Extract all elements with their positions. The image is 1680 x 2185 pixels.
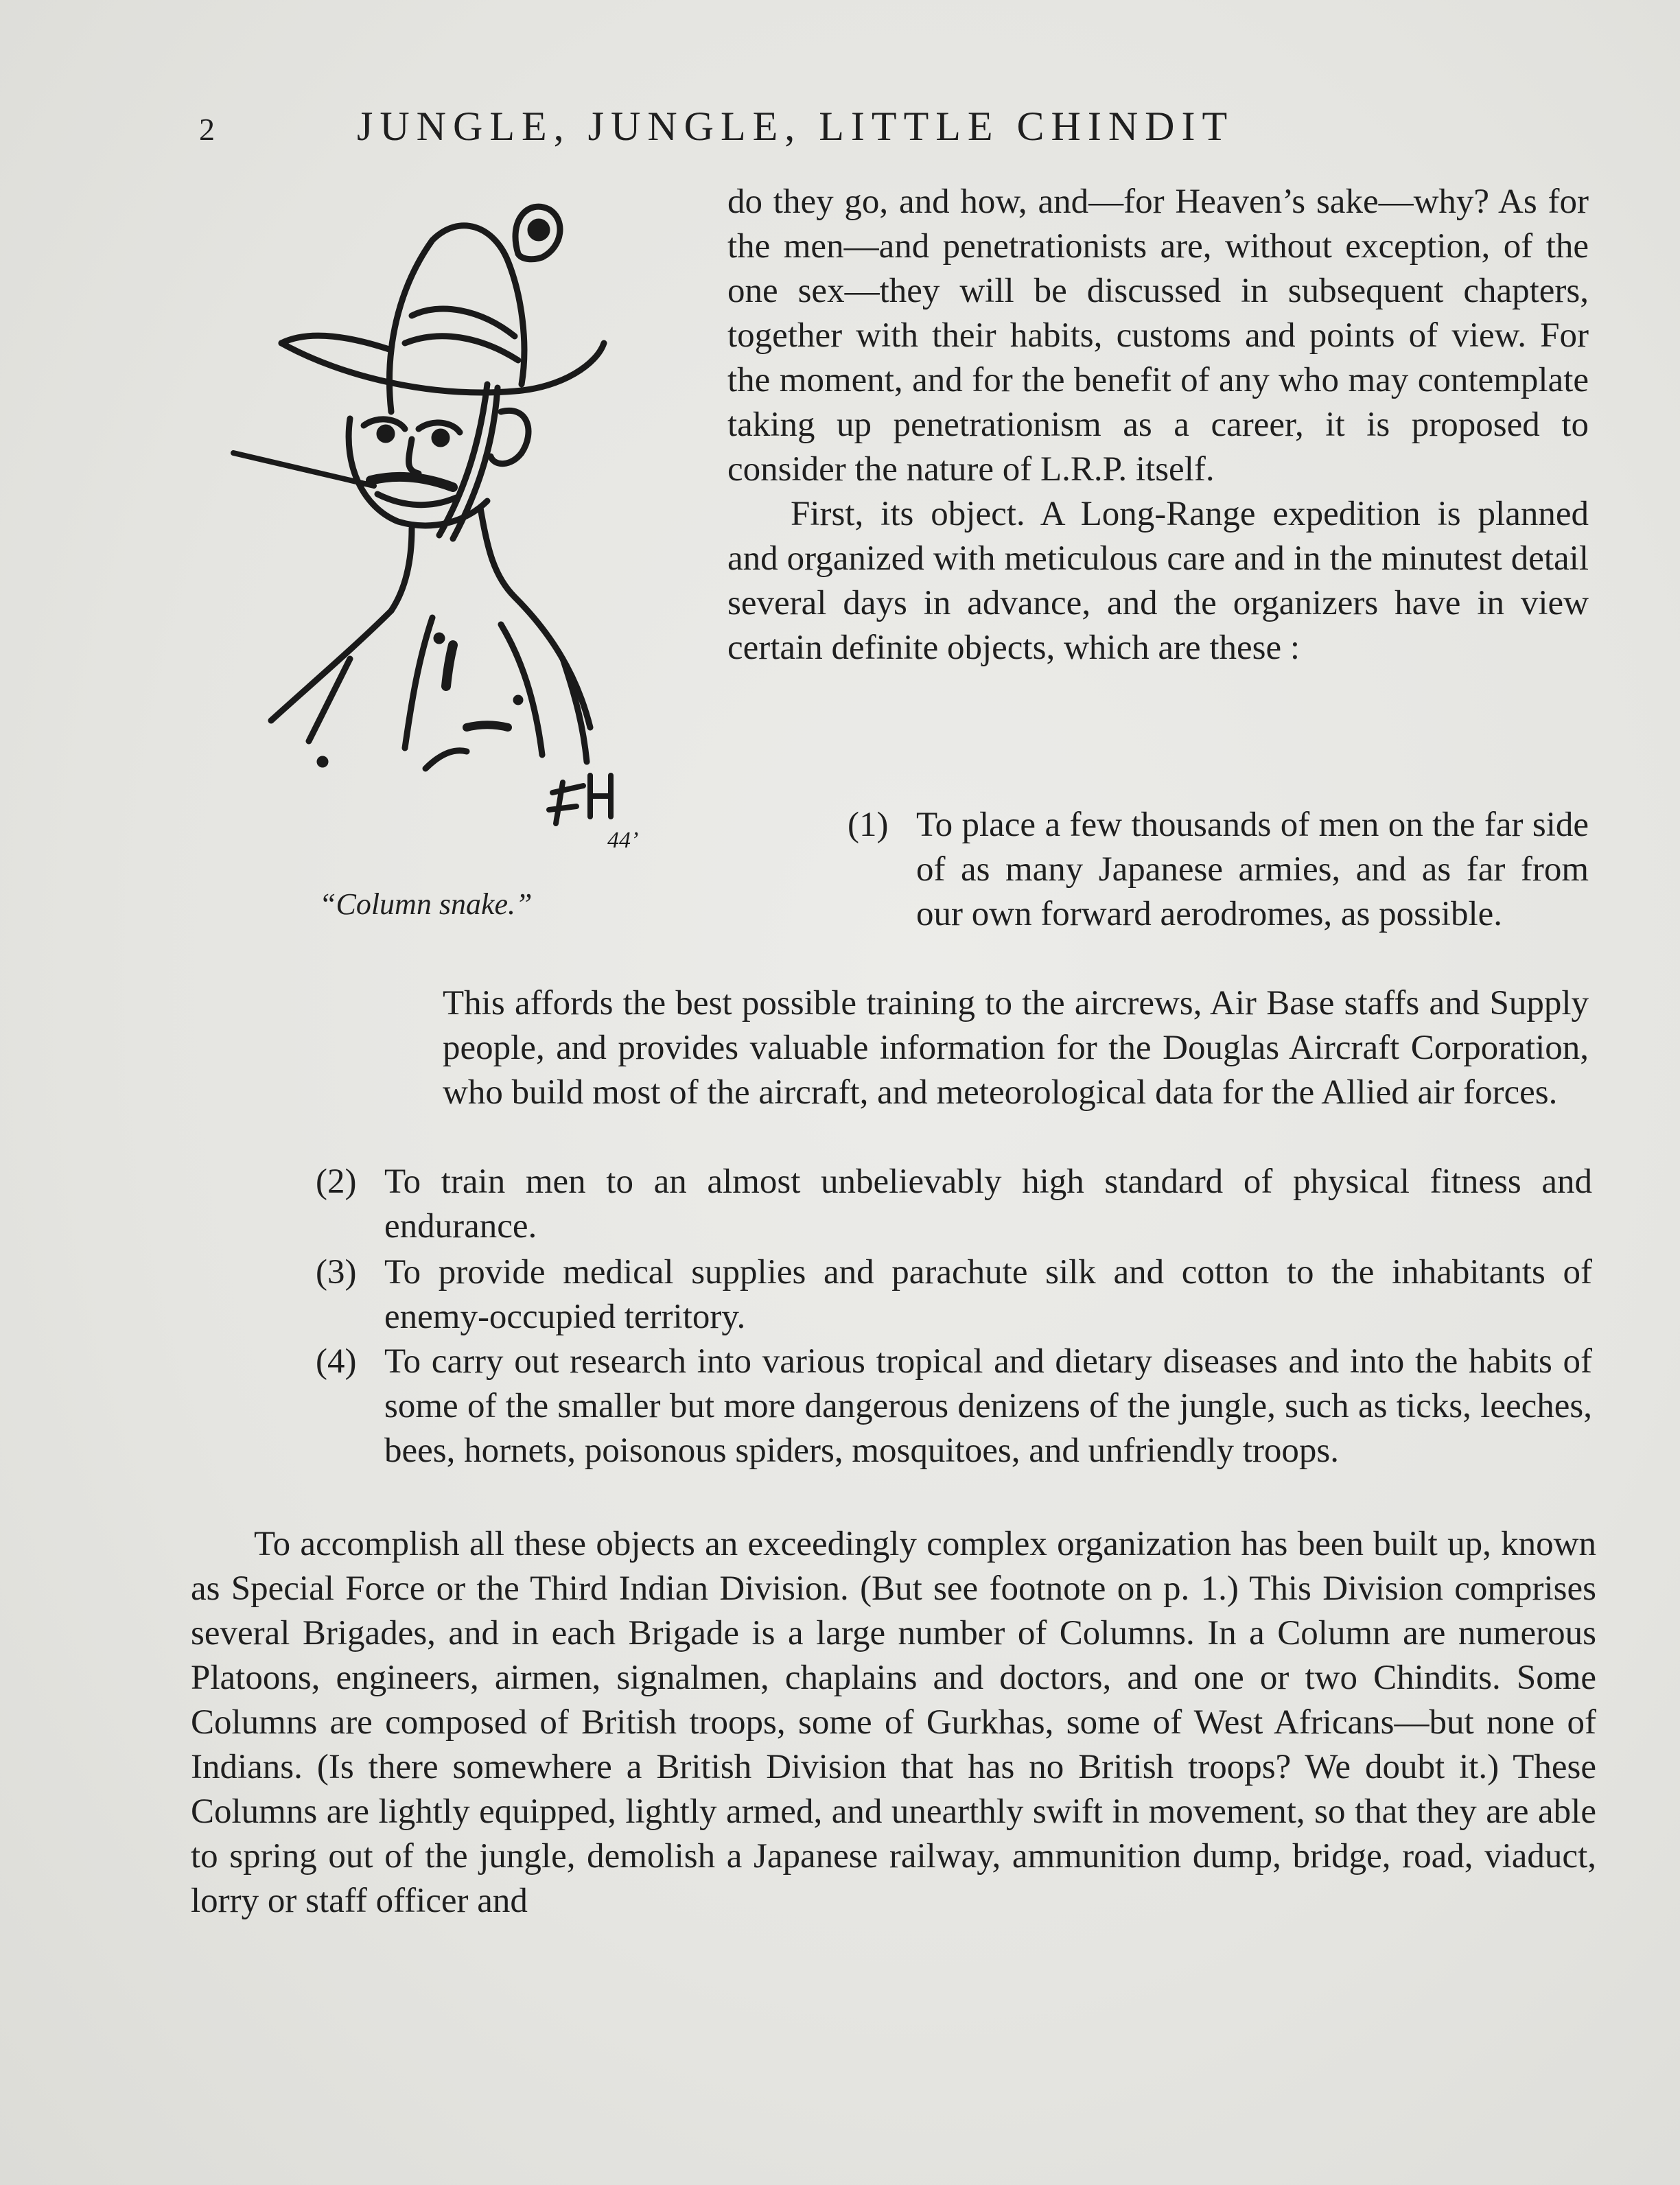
object-number: (4) (316, 1342, 357, 1381)
page-number: 2 (199, 112, 215, 147)
object-item-1 (848, 803, 1589, 937)
signature-year: 44’ (607, 828, 639, 853)
object-number: (1) (848, 806, 889, 844)
page-header (199, 103, 1469, 158)
object-number: (2) (316, 1162, 357, 1201)
right-column-text (727, 180, 1589, 670)
object-text: To place a few thousands of men on the far side of as many Japanese armies, and as far from our own forward aerodromes, as possible. (916, 806, 1589, 933)
closing-paragraph: To accomplish all these objects an exceedingly complex organization has been built up, known as Special Force or the Third Indian Division. (But see footnote on p. 1.) This Division comprises several Brigades, and in each Brigade is a large number of Columns. In a Column are numerous Platoons, engineers, airmen, signalmen, chaplains and doctors, and one or two Chindits. Some Columns are composed of British troops, some of Gurkhas, some of West Africans—but none of Indians. (Is there somewhere a British Division that has no British troops? We doubt it.) These Columns are lightly equipped, lightly armed, and unearthly swift in movement, so that they are able to spring out of the jungle, demolish a Japanese railway, ammunition dump, bridge, road, viaduct, lorry or staff officer and (191, 1525, 1596, 1920)
paragraph-objects-intro: First, its object. A Long-Range expedition is planned and organized with meticulous care and in the minutest detail several days in advance, and the organizers have in view certain definite objects, which are these : (727, 495, 1589, 667)
object-text: To carry out research into various tropical and dietary diseases and into the habits of some of the smaller but more dangerous denizens of the jungle, such as ticks, leeches, bees, hornets, poisonous spiders, mosquitoes, and unfriendly troops. (384, 1342, 1592, 1470)
object-text: To provide medical supplies and parachute silk and cotton to the inhabitants of enemy-occupied territory. (384, 1253, 1592, 1336)
figure-caption: “Column snake.” (319, 887, 533, 921)
object-item-3 (316, 1250, 1592, 1340)
running-title: JUNGLE, JUNGLE, LITTLE CHINDIT (357, 104, 1235, 149)
paragraph-continuation: do they go, and how, and—for Heaven’s sake—why? As for the men—and penetrationists are, without exception, of the one sex—they will be discussed in subsequent chapters, together with their habits, customs and points of view. For the moment, and for the benefit of any who may contemplate taking up penetrationism as a career, it is proposed to consider the nature of L.R.P. itself. (727, 183, 1589, 489)
object-text: To train men to an almost unbelievably high standard of physical fitness and endurance. (384, 1162, 1592, 1246)
closing-paragraph-block (191, 1522, 1596, 1924)
object-item-4 (316, 1340, 1592, 1473)
object-item-2 (316, 1160, 1592, 1249)
object-number: (3) (316, 1253, 357, 1292)
cartoon-soldier-drawing (206, 178, 673, 865)
object-1-followup: This affords the best possible training to the aircrews, Air Base staffs and Supply people, and provides valuable information for the Douglas Aircraft Corporation, who build most of the aircraft, and meteorological data for the Allied air forces. (443, 984, 1589, 1112)
cartoon-figure (206, 178, 673, 921)
